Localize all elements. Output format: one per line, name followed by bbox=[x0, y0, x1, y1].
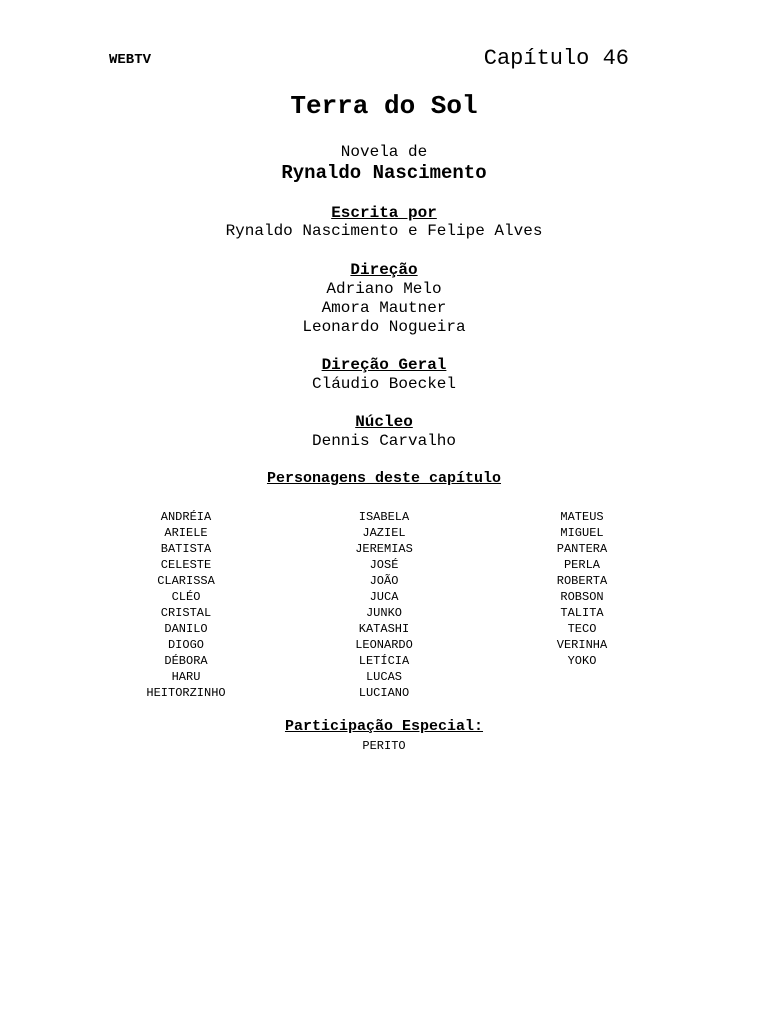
cast-member: LUCAS bbox=[365, 670, 402, 684]
cast-member: LETÍCIA bbox=[358, 654, 410, 668]
direction-name: Leonardo Nogueira bbox=[302, 318, 466, 336]
cast-member: BATISTA bbox=[160, 542, 212, 556]
cast-member: KATASHI bbox=[358, 622, 410, 636]
cast-member: TECO bbox=[567, 622, 597, 636]
cast-member: PANTERA bbox=[556, 542, 608, 556]
nucleus-heading: Núcleo bbox=[355, 413, 413, 431]
direction-names bbox=[0, 280, 768, 337]
cast-member: MIGUEL bbox=[560, 526, 604, 540]
cast-member: JUNKO bbox=[365, 606, 402, 620]
direction-name: Amora Mautner bbox=[321, 299, 447, 317]
written-by-names bbox=[0, 222, 768, 241]
cast-member: ROBERTA bbox=[556, 574, 608, 588]
cast-member: ANDRÉIA bbox=[160, 510, 212, 524]
cast-member: DANILO bbox=[164, 622, 208, 636]
byline-intro: Novela de bbox=[340, 143, 428, 161]
cast-member: CLARISSA bbox=[157, 574, 215, 588]
special-guest: PERITO bbox=[362, 739, 406, 753]
cast-member: PERLA bbox=[563, 558, 600, 572]
cast-member: ISABELA bbox=[358, 510, 410, 524]
special-names bbox=[0, 738, 768, 754]
cast-member: CELESTE bbox=[160, 558, 212, 572]
cast-member: YOKO bbox=[567, 654, 597, 668]
cast-member: JEREMIAS bbox=[355, 542, 413, 556]
chapter-number: Capítulo 46 bbox=[483, 46, 629, 71]
cast-member: JOSÉ bbox=[369, 558, 399, 572]
brand-label: WEBTV bbox=[109, 52, 152, 68]
direction-name: Adriano Melo bbox=[326, 280, 442, 298]
general-direction-heading: Direção Geral bbox=[321, 356, 447, 374]
cast-member: HARU bbox=[171, 670, 201, 684]
nucleus-names bbox=[0, 432, 768, 451]
cast-member: VERINHA bbox=[556, 638, 608, 652]
cast-heading: Personagens deste capítulo bbox=[266, 470, 502, 487]
cast-member: JAZIEL bbox=[362, 526, 406, 540]
written-by-heading: Escrita por bbox=[331, 204, 437, 222]
cast-column-1 bbox=[86, 509, 286, 701]
direction-heading: Direção bbox=[350, 261, 418, 279]
cast-member: ROBSON bbox=[560, 590, 604, 604]
cast-member: DIOGO bbox=[167, 638, 204, 652]
cast-member: TALITA bbox=[560, 606, 604, 620]
special-heading: Participação Especial: bbox=[284, 718, 484, 735]
cast-column-2 bbox=[284, 509, 484, 701]
cast-member: HEITORZINHO bbox=[146, 686, 226, 700]
cast-member: LUCIANO bbox=[358, 686, 410, 700]
cast-member: LEONARDO bbox=[355, 638, 413, 652]
cast-member: JOÃO bbox=[369, 574, 399, 588]
general-direction-name: Cláudio Boeckel bbox=[311, 375, 457, 393]
cast-member: CLÉO bbox=[171, 590, 201, 604]
cast-member: JUCA bbox=[369, 590, 399, 604]
page-title: Terra do Sol bbox=[290, 91, 478, 121]
cast-member: CRISTAL bbox=[160, 606, 212, 620]
cast-member: ARIELE bbox=[164, 526, 208, 540]
nucleus-name: Dennis Carvalho bbox=[311, 432, 457, 450]
cast-column-3 bbox=[482, 509, 682, 669]
cast-member: MATEUS bbox=[560, 510, 604, 524]
byline-author: Rynaldo Nascimento bbox=[281, 162, 487, 184]
general-direction-names bbox=[0, 375, 768, 394]
written-by-name: Rynaldo Nascimento e Felipe Alves bbox=[225, 222, 543, 240]
cast-member: DÉBORA bbox=[164, 654, 208, 668]
